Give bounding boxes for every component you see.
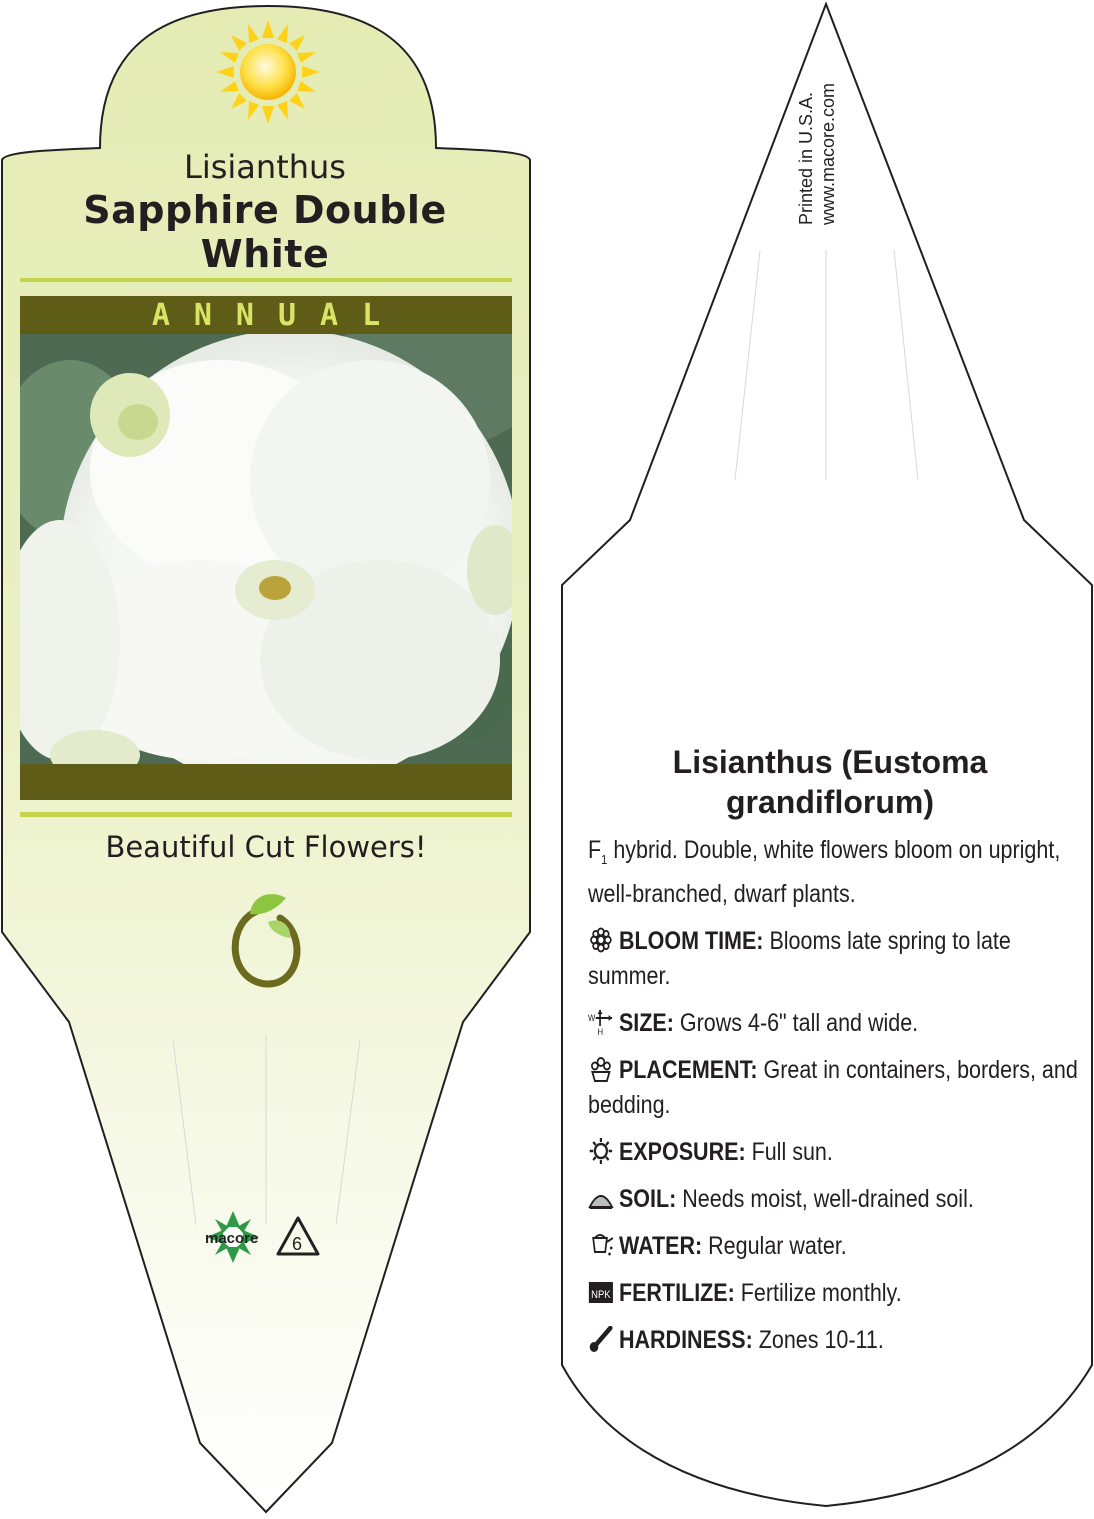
botanical-title-line-2: grandiflorum) (726, 784, 934, 820)
printed-in: Printed in U.S.A. (796, 91, 816, 225)
hardiness-icon (588, 1326, 614, 1352)
size-icon (588, 1009, 614, 1035)
botanical-title (600, 742, 1060, 822)
hardiness-row: HARDINESS: Zones 10-11. (588, 1323, 1078, 1358)
soil-row: SOIL: Needs moist, well-drained soil. (588, 1182, 1078, 1217)
placement-row: PLACEMENT: Great in containers, borders, and bedding. (588, 1056, 1078, 1119)
variety-line-2: White (200, 232, 330, 276)
water-icon (588, 1232, 614, 1258)
website: www.macore.com (818, 82, 838, 225)
exposure-icon (588, 1138, 614, 1164)
intro-paragraph: $F_1$ hybrid. Double, white flowers bloom on upright, well-branched, dwarf plants. (588, 836, 1061, 908)
plant-category: ANNUAL (151, 298, 405, 333)
svg-text:W: W (588, 1012, 596, 1024)
bloom-time-row: BLOOM TIME: Blooms late spring to late summer. (588, 927, 1011, 990)
fertilize-row: NPK FERTILIZE: Fertilize monthly. (588, 1276, 1078, 1311)
svg-text:H: H (597, 1026, 604, 1035)
flower-photo (0, 310, 540, 790)
fertilize-icon (588, 1279, 614, 1305)
svg-text:NPK: NPK (591, 1289, 611, 1302)
placement-icon (588, 1056, 614, 1082)
care-instructions (588, 833, 1078, 1370)
exposure-row: EXPOSURE: Full sun. (588, 1135, 1078, 1170)
sun-icon (216, 20, 320, 124)
water-row: WATER: Regular water. (588, 1229, 1078, 1264)
botanical-title-line-1: Lisianthus (Eustoma (672, 744, 988, 780)
common-name: Lisianthus (184, 148, 346, 186)
variety-line-1: Sapphire Double (83, 188, 447, 232)
printer-info (795, 83, 839, 225)
variety-name (20, 188, 510, 276)
tagline: Beautiful Cut Flowers! (105, 830, 427, 864)
brand-name: macore (205, 1230, 259, 1247)
size-row: W H SIZE: Grows 4-6" tall and wide. (588, 1009, 919, 1037)
recycle-code: 6 (292, 1234, 303, 1254)
bloom-icon (588, 927, 614, 953)
soil-icon (588, 1185, 614, 1211)
